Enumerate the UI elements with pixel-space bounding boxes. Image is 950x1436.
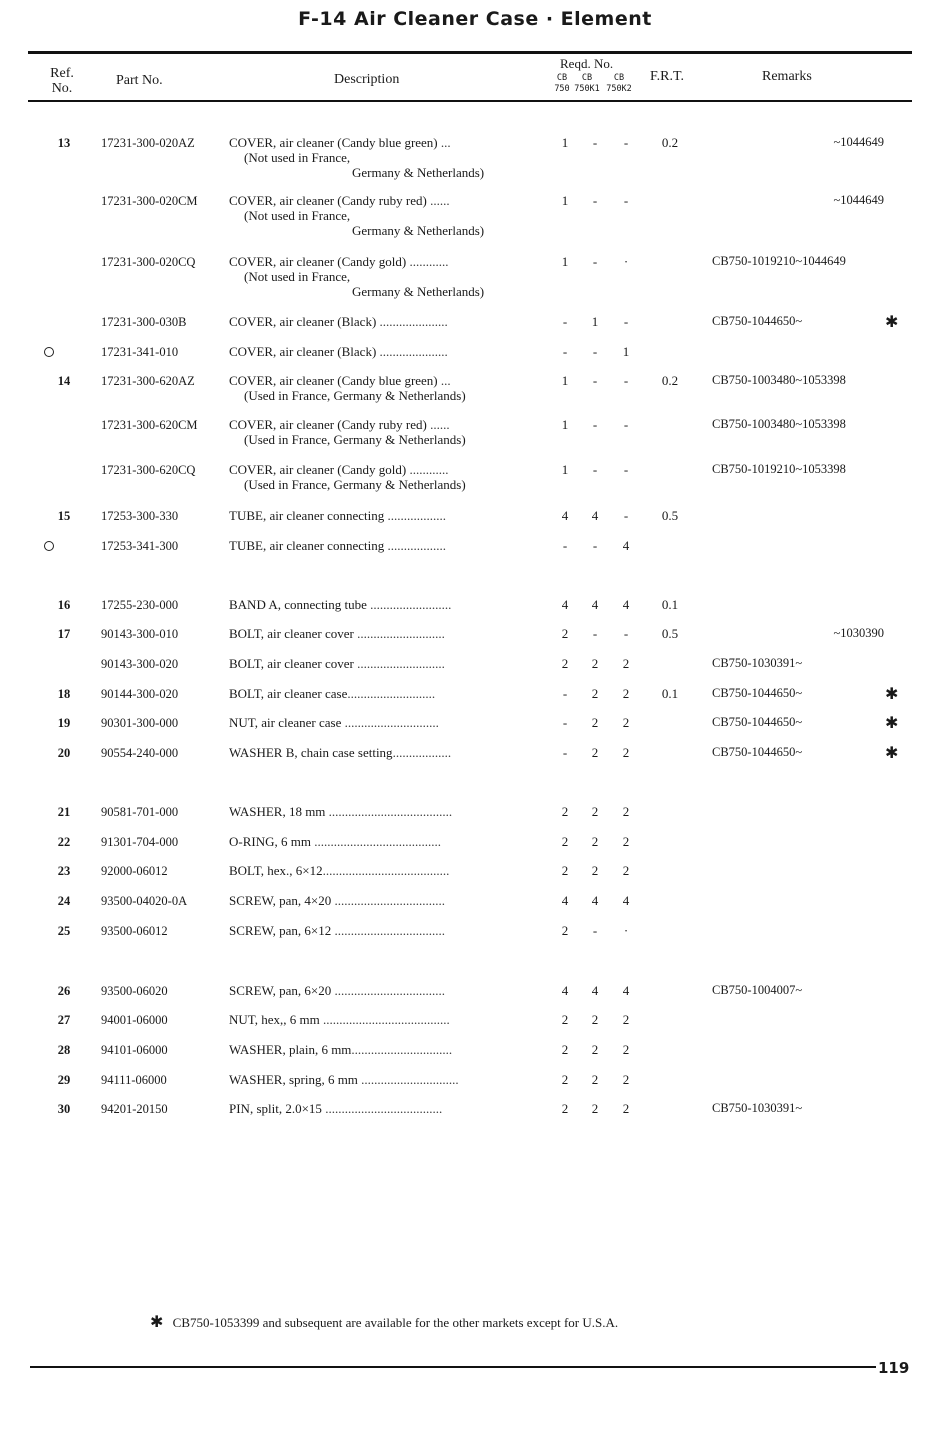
description-text: COVER, air cleaner (Candy gold) — [229, 254, 407, 269]
quantity-1: 2 — [561, 863, 569, 878]
quantity-2: 4 — [591, 597, 599, 612]
description-note: Germany & Netherlands) — [352, 284, 485, 299]
leader-dots: ... — [437, 373, 451, 388]
quantity-3: - — [623, 373, 629, 388]
quantity-1: 1 — [561, 135, 569, 150]
description — [229, 417, 549, 432]
quantity-1: 2 — [561, 656, 569, 671]
circle-marker-icon — [44, 541, 54, 551]
description-text: TUBE, air cleaner connecting — [229, 538, 385, 553]
ref-number: 18 — [57, 687, 71, 701]
quantity-3: 4 — [622, 983, 630, 998]
description-text: COVER, air cleaner (Candy blue green) — [229, 135, 438, 150]
remarks: CB750-1030391~ — [712, 1101, 803, 1115]
quantity-1: - — [562, 686, 568, 701]
quantity-1: 2 — [561, 804, 569, 819]
description-text: COVER, air cleaner (Candy blue green) — [229, 373, 438, 388]
quantity-3: 4 — [622, 538, 630, 553]
quantity-2: 4 — [591, 508, 599, 523]
description-text: COVER, air cleaner (Black) — [229, 344, 377, 359]
part-number: 90144-300-020 — [101, 687, 179, 701]
header-model-2: CB 750K1 — [574, 73, 600, 94]
frt-value: 0.5 — [661, 626, 679, 641]
quantity-3: 2 — [622, 1072, 630, 1087]
description-note: Germany & Netherlands) — [352, 165, 485, 180]
quantity-3: - — [623, 193, 629, 208]
leader-dots: ........................... — [347, 686, 436, 701]
description-text: WASHER, plain, 6 mm — [229, 1042, 352, 1057]
quantity-1: 4 — [561, 983, 569, 998]
quantity-2: 1 — [591, 314, 599, 329]
remarks: CB750-1019210~1044649 — [712, 254, 846, 268]
part-number: 17231-300-020CQ — [101, 255, 196, 269]
quantity-1: 1 — [561, 462, 569, 477]
ref-number: 15 — [57, 509, 71, 523]
remarks: ~1030390 — [833, 626, 884, 640]
leader-dots: .................. — [384, 538, 446, 553]
ref-number: 21 — [57, 805, 71, 819]
quantity-1: 4 — [561, 597, 569, 612]
description-text: NUT, hex,, 6 mm — [229, 1012, 320, 1027]
description-note: (Used in France, Germany & Netherlands) — [244, 477, 466, 492]
description — [229, 314, 549, 329]
quantity-2: 2 — [591, 1072, 599, 1087]
quantity-1: 2 — [561, 923, 569, 938]
quantity-2: - — [592, 193, 598, 208]
quantity-3: - — [623, 314, 629, 329]
quantity-3: 2 — [622, 834, 630, 849]
quantity-1: 1 — [561, 254, 569, 269]
description-text: COVER, air cleaner (Candy gold) — [229, 462, 407, 477]
description — [229, 1072, 549, 1087]
quantity-2: 2 — [591, 1042, 599, 1057]
quantity-3: 2 — [622, 863, 630, 878]
ref-number: 24 — [57, 894, 71, 908]
footnote-text: CB750-1053399 and subsequent are available for the other markets except for U.S.A. — [172, 1315, 619, 1330]
quantity-3: 2 — [622, 715, 630, 730]
header-model-3: CB 750K2 — [606, 73, 632, 94]
remarks: ~1044649 — [833, 135, 884, 149]
description-text: BAND A, connecting tube — [229, 597, 367, 612]
quantity-2: 2 — [591, 715, 599, 730]
description-text: BOLT, air cleaner case — [229, 686, 348, 701]
leader-dots: ....................................... — [319, 1012, 450, 1027]
quantity-2: 2 — [591, 863, 599, 878]
asterisk-icon: ✱ — [885, 312, 899, 331]
quantity-3: 2 — [622, 1101, 630, 1116]
leader-dots: ... — [437, 135, 451, 150]
leader-dots: .............................. — [357, 1072, 459, 1087]
quantity-3: - — [623, 417, 629, 432]
description-text: SCREW, pan, 4×20 — [229, 893, 332, 908]
quantity-3: 4 — [622, 893, 630, 908]
quantity-1: - — [562, 538, 568, 553]
ref-number: 14 — [57, 374, 71, 388]
quantity-2: - — [592, 626, 598, 641]
description-text: TUBE, air cleaner connecting — [229, 508, 385, 523]
quantity-2: - — [592, 538, 598, 553]
quantity-2: - — [592, 344, 598, 359]
quantity-1: - — [562, 314, 568, 329]
quantity-3: - — [623, 508, 629, 523]
ref-number: 27 — [57, 1013, 71, 1027]
description — [229, 893, 549, 908]
frt-value: 0.5 — [661, 508, 679, 523]
remarks: CB750-1003480~1053398 — [712, 373, 846, 387]
part-number: 90554-240-000 — [101, 746, 179, 760]
quantity-3: 2 — [622, 1012, 630, 1027]
leader-dots: .................................. — [331, 893, 445, 908]
quantity-2: - — [592, 462, 598, 477]
leader-dots: ............................. — [341, 715, 439, 730]
quantity-2: 4 — [591, 893, 599, 908]
header-frt: F.R.T. — [650, 69, 685, 84]
remarks: CB750-1044650~ — [712, 686, 803, 700]
description — [229, 508, 549, 523]
ref-number: 17 — [57, 627, 71, 641]
part-number: 17231-300-020AZ — [101, 136, 195, 150]
quantity-3: · — [623, 254, 629, 269]
leader-dots: ...................................... — [325, 804, 453, 819]
leader-dots: .................................... — [321, 1101, 443, 1116]
quantity-2: 2 — [591, 686, 599, 701]
part-number: 17253-341-300 — [101, 539, 179, 553]
quantity-3: 2 — [622, 804, 630, 819]
ref-number: 28 — [57, 1043, 71, 1057]
asterisk-icon: ✱ — [885, 713, 899, 732]
header-top-rule — [28, 51, 912, 54]
remarks: CB750-1004007~ — [712, 983, 803, 997]
description-note: (Not used in France, — [244, 208, 351, 223]
description-note: Germany & Netherlands) — [352, 223, 485, 238]
quantity-3: 2 — [622, 745, 630, 760]
part-number: 94101-06000 — [101, 1043, 168, 1057]
quantity-2: 2 — [591, 745, 599, 760]
description-text: O-RING, 6 mm — [229, 834, 311, 849]
quantity-1: 2 — [561, 834, 569, 849]
leader-dots: ...... — [426, 417, 450, 432]
header-bottom-rule — [28, 100, 912, 102]
quantity-1: 4 — [561, 508, 569, 523]
description-text: WASHER B, chain case setting — [229, 745, 393, 760]
header-remarks: Remarks — [762, 69, 812, 84]
description — [229, 983, 549, 998]
part-number: 17231-300-020CM — [101, 194, 198, 208]
quantity-2: 2 — [591, 1012, 599, 1027]
part-number: 93500-06020 — [101, 984, 168, 998]
page-number: 119 — [878, 1359, 910, 1377]
description — [229, 745, 549, 760]
quantity-1: 4 — [561, 893, 569, 908]
leader-dots: ......................... — [366, 597, 452, 612]
description — [229, 656, 549, 671]
quantity-2: - — [592, 417, 598, 432]
ref-number: 20 — [57, 746, 71, 760]
quantity-1: 2 — [561, 626, 569, 641]
quantity-2: 4 — [591, 983, 599, 998]
part-number: 93500-04020-0A — [101, 894, 188, 908]
quantity-3: - — [623, 626, 629, 641]
description — [229, 538, 549, 553]
leader-dots: ..................... — [376, 314, 448, 329]
part-number: 17253-300-330 — [101, 509, 179, 523]
footnote — [150, 1312, 618, 1331]
frt-value: 0.1 — [661, 597, 679, 612]
quantity-2: 2 — [591, 834, 599, 849]
asterisk-icon: ✱ — [885, 684, 899, 703]
leader-dots: ...... — [426, 193, 450, 208]
remarks: CB750-1003480~1053398 — [712, 417, 846, 431]
quantity-1: 2 — [561, 1042, 569, 1057]
quantity-2: - — [592, 923, 598, 938]
frt-value: 0.2 — [661, 373, 679, 388]
header-reqd: Reqd. No. — [560, 56, 614, 71]
leader-dots: ....................................... — [322, 863, 450, 878]
leader-dots: ............................... — [351, 1042, 453, 1057]
page-title: F-14 Air Cleaner Case · Element — [298, 8, 652, 30]
frt-value: 0.1 — [661, 686, 679, 701]
ref-number: 25 — [57, 924, 71, 938]
remarks: CB750-1030391~ — [712, 656, 803, 670]
quantity-3: 2 — [622, 1042, 630, 1057]
description — [229, 597, 549, 612]
quantity-1: 2 — [561, 1072, 569, 1087]
remarks: CB750-1019210~1053398 — [712, 462, 846, 476]
quantity-2: - — [592, 135, 598, 150]
part-number: 90143-300-020 — [101, 657, 179, 671]
quantity-1: 1 — [561, 373, 569, 388]
description-text: COVER, air cleaner (Candy ruby red) — [229, 417, 427, 432]
part-number: 92000-06012 — [101, 864, 168, 878]
description-text: PIN, split, 2.0×15 — [229, 1101, 322, 1116]
leader-dots: ............ — [406, 254, 449, 269]
leader-dots: .................................. — [331, 923, 445, 938]
description-note: (Used in France, Germany & Netherlands) — [244, 388, 466, 403]
description — [229, 254, 549, 269]
quantity-1: - — [562, 344, 568, 359]
ref-number: 29 — [57, 1073, 71, 1087]
quantity-3: 1 — [622, 344, 630, 359]
header-part-no: Part No. — [116, 73, 163, 88]
ref-number: 30 — [57, 1102, 71, 1116]
part-number: 90301-300-000 — [101, 716, 179, 730]
part-number: 17231-300-620AZ — [101, 374, 195, 388]
description-note: (Not used in France, — [244, 150, 351, 165]
quantity-3: - — [623, 462, 629, 477]
asterisk-icon: ✱ — [885, 743, 899, 762]
quantity-2: - — [592, 254, 598, 269]
part-number: 94111-06000 — [101, 1073, 167, 1087]
quantity-2: 2 — [591, 804, 599, 819]
part-number: 17231-300-620CQ — [101, 463, 196, 477]
quantity-3: - — [623, 135, 629, 150]
quantity-3: · — [623, 923, 629, 938]
ref-number: 22 — [57, 835, 71, 849]
remarks: ~1044649 — [833, 193, 884, 207]
leader-dots: .................. — [384, 508, 446, 523]
header-model-1: CB 750 — [554, 73, 570, 94]
description-note: (Used in France, Germany & Netherlands) — [244, 432, 466, 447]
quantity-1: - — [562, 715, 568, 730]
quantity-1: 1 — [561, 417, 569, 432]
description-text: COVER, air cleaner (Black) — [229, 314, 377, 329]
description-text: BOLT, air cleaner cover — [229, 656, 354, 671]
part-number: 17231-300-620CM — [101, 418, 198, 432]
description — [229, 373, 549, 388]
ref-number: 16 — [57, 598, 71, 612]
part-number: 17231-341-010 — [101, 345, 179, 359]
description — [229, 715, 549, 730]
part-number: 91301-704-000 — [101, 835, 179, 849]
quantity-2: 2 — [591, 656, 599, 671]
leader-dots: ........................... — [353, 626, 445, 641]
header-ref: Ref. No. — [50, 66, 74, 96]
quantity-3: 2 — [622, 686, 630, 701]
footer-rule — [30, 1366, 876, 1368]
description-text: SCREW, pan, 6×20 — [229, 983, 332, 998]
description-note: (Not used in France, — [244, 269, 351, 284]
description-text: BOLT, hex., 6×12 — [229, 863, 323, 878]
part-number: 94201-20150 — [101, 1102, 168, 1116]
description-text: NUT, air cleaner case — [229, 715, 342, 730]
quantity-2: 2 — [591, 1101, 599, 1116]
description — [229, 462, 549, 477]
remarks: CB750-1044650~ — [712, 745, 803, 759]
quantity-3: 2 — [622, 656, 630, 671]
part-number: 93500-06012 — [101, 924, 168, 938]
ref-number: 13 — [57, 136, 71, 150]
leader-dots: ........................... — [353, 656, 445, 671]
leader-dots: .................. — [392, 745, 452, 760]
remarks: CB750-1044650~ — [712, 314, 803, 328]
description — [229, 344, 549, 359]
leader-dots: ............ — [406, 462, 449, 477]
description — [229, 923, 549, 938]
description-text: WASHER, spring, 6 mm — [229, 1072, 358, 1087]
description-text: WASHER, 18 mm — [229, 804, 326, 819]
description-text: BOLT, air cleaner cover — [229, 626, 354, 641]
description — [229, 686, 549, 701]
quantity-2: - — [592, 373, 598, 388]
quantity-1: 1 — [561, 193, 569, 208]
description — [229, 1042, 549, 1057]
description — [229, 1012, 549, 1027]
frt-value: 0.2 — [661, 135, 679, 150]
description-text: COVER, air cleaner (Candy ruby red) — [229, 193, 427, 208]
part-number: 17231-300-030B — [101, 315, 187, 329]
quantity-1: 2 — [561, 1012, 569, 1027]
part-number: 90143-300-010 — [101, 627, 179, 641]
quantity-3: 4 — [622, 597, 630, 612]
description — [229, 863, 549, 878]
ref-number: 26 — [57, 984, 71, 998]
part-number: 90581-701-000 — [101, 805, 179, 819]
circle-marker-icon — [44, 347, 54, 357]
remarks: CB750-1044650~ — [712, 715, 803, 729]
leader-dots: ....................................... — [310, 834, 441, 849]
quantity-1: - — [562, 745, 568, 760]
part-number: 94001-06000 — [101, 1013, 168, 1027]
header-description: Description — [334, 72, 400, 87]
description — [229, 834, 549, 849]
description — [229, 804, 549, 819]
ref-number: 23 — [57, 864, 71, 878]
ref-number: 19 — [57, 716, 71, 730]
part-number: 17255-230-000 — [101, 598, 179, 612]
description-text: SCREW, pan, 6×12 — [229, 923, 332, 938]
quantity-1: 2 — [561, 1101, 569, 1116]
leader-dots: .................................. — [331, 983, 445, 998]
asterisk-icon: ✱ — [150, 1312, 164, 1331]
description — [229, 1101, 549, 1116]
leader-dots: ..................... — [376, 344, 448, 359]
